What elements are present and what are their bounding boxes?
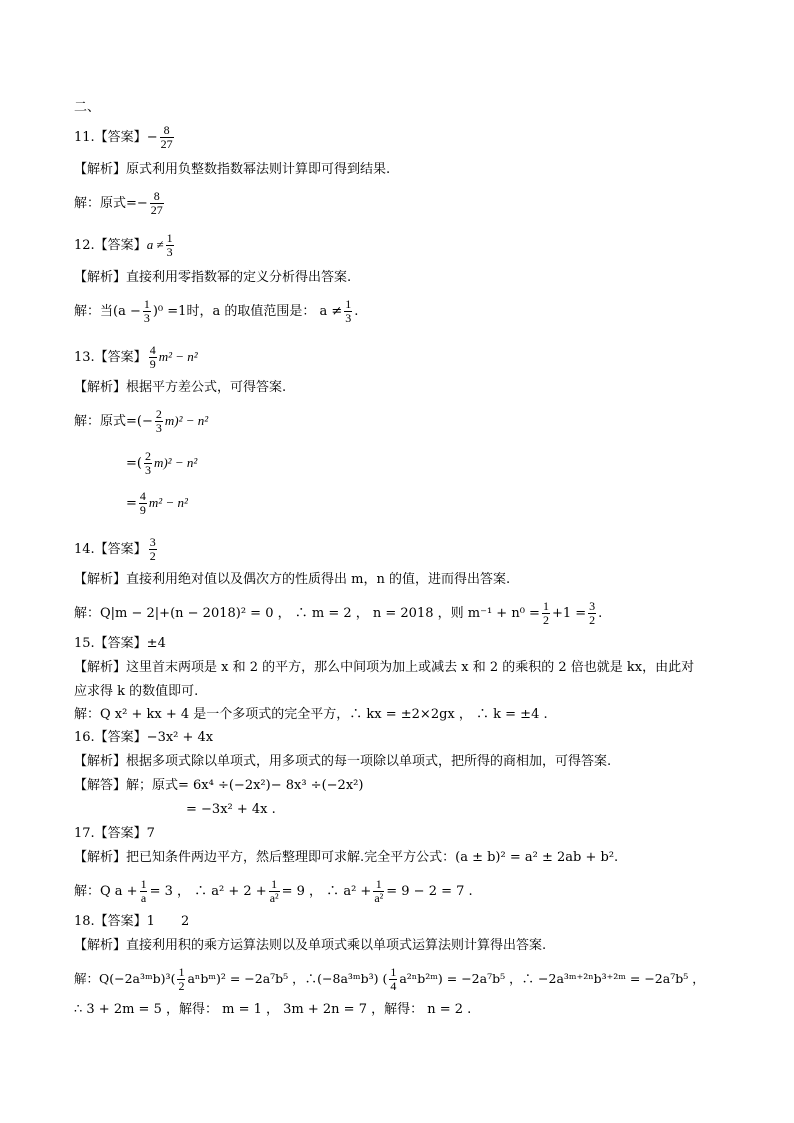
q15-analysis-line1: 【解析】这里首末两项是 x 和 2 的平方，那么中间项为加上或减去 x 和 2 的乘积的 2 倍也就是 kx，由此对: [74, 660, 695, 675]
q13-analysis: 【解析】根据平方差公式，可得答案.: [74, 380, 287, 395]
q13-solution-step2: =( $\frac{2}{3}$ m)² − n²: [126, 449, 198, 477]
q17-answer: 17.【答案】7: [74, 826, 155, 841]
q16-analysis: 【解析】根据多项式除以单项式，用多项式的每一项除以单项式，把所得的商相加，可得答案.: [74, 754, 612, 769]
q13-solution-step3: = $\frac{4}{9}$ m² − n²: [126, 489, 188, 517]
q12-analysis: 【解析】直接利用零指数幂的定义分析得出答案.: [74, 270, 352, 285]
q15-analysis-line2: 应求得 k 的数值即可.: [74, 684, 199, 699]
q13-answer: 13.【答案】 $\frac{4}{9}$ m² − n²: [74, 343, 198, 371]
q15-answer: 15.【答案】±4: [74, 636, 166, 651]
q18-answer: 18.【答案】1 2: [74, 914, 190, 929]
q11-answer: 11.【答案】− $\frac{8}{27}$: [74, 123, 173, 151]
q14-analysis: 【解析】直接利用绝对值以及偶次方的性质得出 m，n 的值，进而得出答案.: [74, 572, 511, 587]
q16-solution-step1: 【解答】解；原式= 6x⁴ ÷(−2x²)− 8x³ ÷(−2x²): [74, 778, 364, 793]
q12-solution: 解：当(a − $\frac{1}{3}$ )⁰ =1时，a 的取值范围是： a ≠ $\frac{1}{3}$ .: [74, 297, 359, 325]
q14-answer: 14.【答案】 $\frac{3}{2}$: [74, 535, 156, 563]
q11-label: 11.【答案】: [74, 130, 147, 145]
q18-solution-line1: 解：Q(−2a³ᵐb)³( $\frac{1}{2}$ aⁿbᵐ)² = −2a⁷b⁵ ，∴(−8a³ᵐb³) ( $\frac{1}{4}$ a²ⁿb²ᵐ) = −2a⁷b⁵ ，∴ −2a³ᵐ⁺²ⁿb³⁺²ᵐ = −2a⁷b⁵ ，: [74, 965, 705, 993]
q16-solution-step2: = −3x² + 4x .: [186, 802, 276, 817]
q11-solution: 解：原式=− $\frac{8}{27}$: [74, 189, 163, 217]
q18-solution-line2: ∴ 3 + 2m = 5 ，解得： m = 1 ， 3m + 2n = 7 ，解得： n = 2 .: [74, 1002, 472, 1017]
q18-analysis: 【解析】直接利用积的乘方运算法则以及单项式乘以单项式运算法则计算得出答案.: [74, 938, 547, 953]
q11-fraction: $\frac{8}{27}$: [160, 123, 173, 151]
q17-solution: 解：Q a + $\frac{1}{a}$ = 3 ， ∴ a² + 2 + $\frac{1}{\text{a²}}$ = 9 ， ∴ a² + $\frac{1}{\text{a²}}$ = 9 − 2 = 7 .: [74, 877, 473, 905]
section-heading: 二、: [74, 100, 101, 115]
q16-answer: 16.【答案】−3x² + 4x: [74, 730, 214, 745]
q13-solution-step1: 解：原式=(− $\frac{2}{3}$ m)² − n²: [74, 407, 209, 435]
q17-analysis: 【解析】把已知条件两边平方，然后整理即可求解.完全平方公式：(a ± b)² = a² ± 2ab + b².: [74, 850, 619, 865]
q11-analysis: 【解析】原式利用负整数指数幂法则计算即可得到结果.: [74, 162, 391, 177]
q15-solution: 解：Q x² + kx + 4 是一个多项式的完全平方，∴ kx = ±2×2gx ， ∴ k = ±4 .: [74, 707, 548, 722]
q12-answer: 12.【答案】a ≠ $\frac{1}{3}$: [74, 231, 173, 259]
q14-solution: 解：Q|m − 2|+(n − 2018)² = 0 ， ∴ m = 2 ， n = 2018 ，则 m⁻¹ + n⁰ = $\frac{1}{2}$ +1 = $\frac{3}{2}$ .: [74, 599, 603, 627]
